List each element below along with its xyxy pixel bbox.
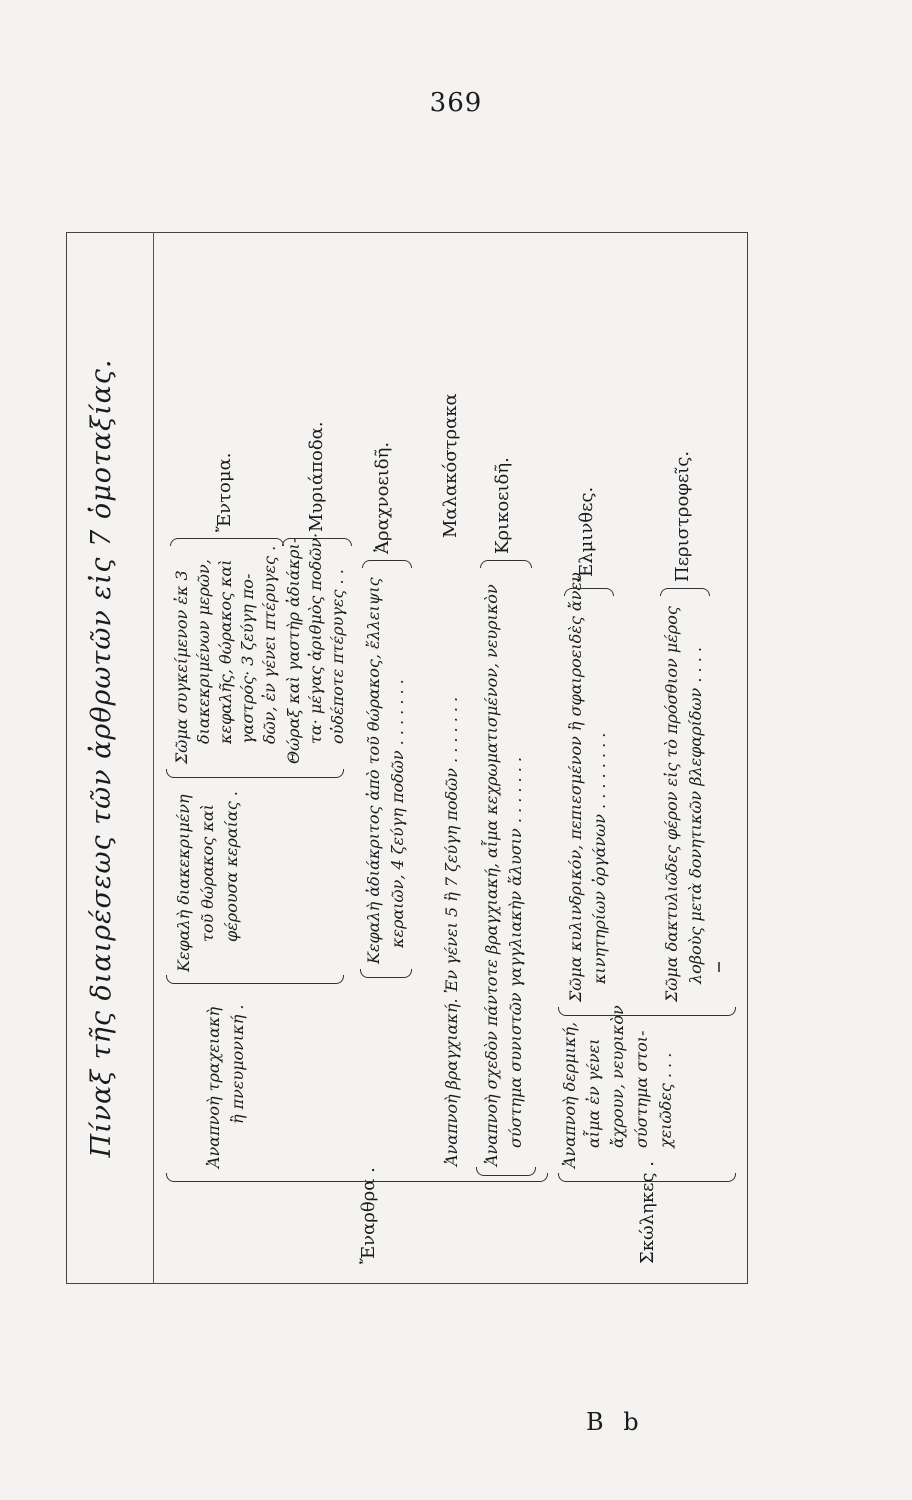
- head-thorax-line-3: φέρουσα κεραίας .: [222, 791, 241, 942]
- myriapods-line-2: τα· μέγας ἀριθμὸς ποδῶν·: [306, 532, 325, 744]
- ink-mark: [718, 962, 720, 972]
- insects-line-3: κεφαλῆς, θώρακος καὶ: [216, 559, 235, 744]
- insects-result: Ἔντομα.: [214, 452, 235, 532]
- table-title: Πίναξ τῆς διαιρέσεως τῶν ἀρθρωτῶν εἰς 7 ὁμοταξίας.: [86, 358, 117, 1158]
- insects-line-2: διακεκριμένων μερῶν,: [194, 559, 213, 744]
- worms-label: Σκώληκες .: [637, 1161, 658, 1264]
- insects-brace: [170, 538, 284, 546]
- insects-line-4: γαστρός· 3 ζεύγη πο-: [238, 573, 257, 744]
- helminths-brace: [564, 588, 614, 596]
- worms-resp-line-4: σύστημα στοι-: [632, 1030, 651, 1148]
- head-thorax-line-2: τοῦ θώρακος καὶ: [198, 804, 217, 942]
- myriapods-line-3: οὐδέποτε πτέρυγες . .: [328, 569, 347, 744]
- rotifers-line-1: Σῶμα δακτυλιῶδες φέρον εἰς τὸ πρόσθιον μέρος: [662, 606, 681, 1002]
- crustacean-result: Κρικοειδῆ.: [492, 457, 513, 554]
- arachnids-brace-left: [360, 969, 412, 978]
- tracheal-line-1: Ἀναπνοὴ τραχειακὴ: [204, 1006, 223, 1168]
- branchial-text: Ἀναπνοὴ βραγχιακή. Ἐν γένει 5 ἢ 7 ζεύγη ποδῶν . . . . . . .: [442, 696, 461, 1166]
- crustacean-line-2: σύστημα συνιστῶν γαγγλιακὴν ἅλυσιν . . . . . . .: [506, 757, 525, 1148]
- rotifers-brace: [660, 588, 710, 596]
- rotifers-line-2: λοβοὺς μετὰ δονητικῶν βλεφαρίδων . . . .: [686, 647, 705, 984]
- signature-mark: B b: [586, 1408, 645, 1436]
- arachnids-brace-right: [362, 560, 412, 568]
- helminths-line-1: Σῶμα κυλινδρικόν, πεπιεσμένον ἢ σφαιροειδὲς ἄνευ: [566, 572, 585, 1002]
- arachnids-line-1: Κεφαλὴ ἀδιάκριτος ἀπὸ τοῦ θώρακος, ἔλλειψις: [364, 577, 383, 964]
- classification-table: [66, 232, 748, 1284]
- myriapods-result: Μυριάποδα.: [306, 421, 327, 532]
- insects-line-1: Σῶμα συγκείμενον ἐκ 3: [172, 570, 191, 764]
- branchial-result: Μαλακόστρακα: [440, 393, 461, 538]
- tracheal-line-2: ἢ πνευμονική .: [228, 1004, 247, 1124]
- insects-line-5: δῶν, ἐν γένει πτέρυγες .: [260, 545, 279, 744]
- myriapods-brace: [282, 538, 352, 546]
- head-thorax-brace: [166, 769, 344, 778]
- worms-resp-line-2: αἷμα ἐν γένει: [584, 1038, 603, 1148]
- worms-resp-line-1: Ἀναπνοὴ δερμική,: [560, 1021, 579, 1168]
- rotifers-result: Περιστροφεῖς.: [672, 450, 693, 582]
- helminths-line-2: κινητηρίων ὀργάνων . . . . . . . .: [590, 732, 609, 984]
- crustacean-brace-left: [476, 1167, 536, 1176]
- title-rule: [153, 232, 154, 1284]
- table-rotated-content: [66, 232, 748, 1284]
- crustacean-brace-right: [480, 560, 532, 568]
- worms-resp-line-5: χειῶδες . . .: [656, 1052, 675, 1148]
- arachnids-line-2: κεραιῶν, 4 ζεύγη ποδῶν . . . . . . .: [388, 679, 407, 948]
- helminths-result: Ἔλμινθες.: [576, 486, 597, 582]
- worms-brace: [558, 1173, 736, 1182]
- crustacean-line-1: Ἀναπνοὴ σχεδὸν πάντοτε βραγχιακή, αἷμα κεχρωματισμένον, νευρικὸν: [482, 584, 501, 1166]
- page-number: 369: [429, 88, 483, 118]
- head-thorax-line-1: Κεφαλὴ διακεκριμένη: [174, 794, 193, 972]
- myriapods-line-1: Θώραξ καὶ γαστὴρ ἀδιάκρι-: [284, 537, 303, 764]
- arachnids-result: Ἀραχνοειδῆ.: [372, 441, 393, 554]
- worms-resp-line-3: ἄχρουν, νευρικὸν: [608, 1005, 627, 1148]
- enarthra-label: Ἔναρθρα .: [358, 1167, 379, 1264]
- worms-subbrace: [558, 1007, 736, 1016]
- tracheal-brace: [166, 975, 344, 984]
